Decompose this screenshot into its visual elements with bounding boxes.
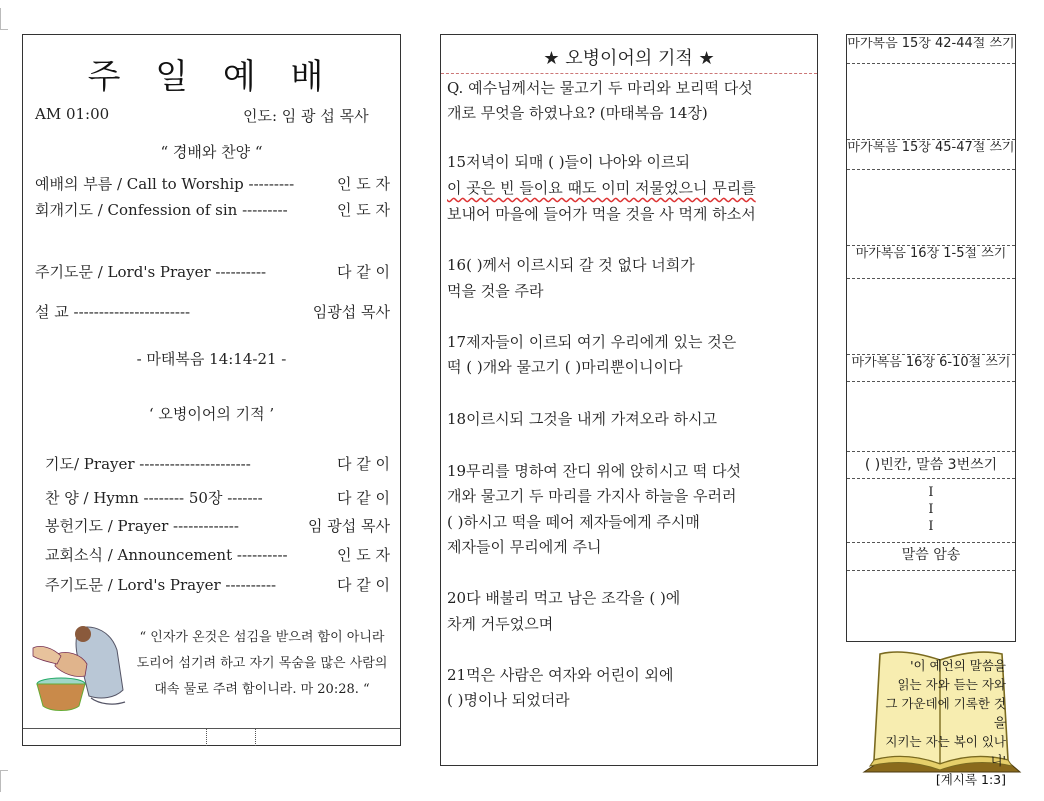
verse-line: 읽는 자와 듣는 자와	[897, 677, 1006, 692]
verse-text	[884, 656, 1006, 789]
worksheet-line: 차게 거두었으며	[447, 615, 554, 633]
scripture-reference: - 마태복음 14:14-21 -	[136, 350, 287, 368]
order-item-label: 주기도문 / Lord's Prayer ----------	[35, 263, 267, 281]
verse-line: 그 가운데에 기록한 것을	[885, 696, 1006, 730]
verse-line: 지키는 자는 복이 있나니'	[885, 734, 1006, 768]
order-item	[45, 544, 390, 565]
bible-verse-illustration	[856, 648, 1024, 787]
practice-mark: I	[928, 485, 934, 500]
order-item	[45, 487, 390, 508]
worksheet-line: ( )하시고 떡을 떼어 제자들에게 주시매	[447, 513, 700, 531]
service-info-row	[35, 105, 390, 123]
order-item-leader: 임광섭 목사	[312, 303, 390, 321]
worksheet-line: Q. 예수님께서는 물고기 두 마리와 보리떡 다섯	[447, 79, 753, 97]
order-item-label: 교회소식 / Announcement ----------	[45, 546, 288, 564]
order-item-label: 기도/ Prayer ----------------------	[45, 455, 251, 473]
order-item-leader: 다 같 이	[336, 489, 390, 507]
worksheet-line: 19무리를 명하여 잔디 위에 앉히시고 떡 다섯	[447, 462, 742, 480]
order-item-label: 봉헌기도 / Prayer -------------	[45, 517, 239, 535]
order-item-leader: 다 같 이	[336, 576, 390, 594]
worksheet-line: 제자들이 무리에게 주니	[447, 538, 602, 556]
order-item	[35, 199, 390, 220]
writing-task-header: 마가복음 16장 1-5절 쓰기	[855, 247, 1007, 261]
worship-order-panel	[22, 34, 401, 746]
writing-practice-panel	[846, 34, 1016, 642]
verse-reference: [계시록 1:3]	[935, 772, 1006, 787]
crop-mark-bottom-left	[0, 770, 8, 792]
writing-box[interactable]	[847, 381, 1015, 451]
order-item-label: 찬 양 / Hymn -------- 50장 -------	[45, 489, 263, 507]
worksheet-line: 보내어 마을에 들어가 먹을 것을 사 먹게 하소서	[447, 205, 756, 223]
order-item-label: 예배의 부름 / Call to Worship ---------	[35, 175, 295, 193]
order-item	[45, 515, 390, 536]
worksheet-line: 21먹은 사람은 여자와 어린이 외에	[447, 666, 674, 684]
cell-divider	[847, 354, 1015, 355]
footer-divider	[23, 728, 400, 729]
quote-line: 도리어 섬기려 하고 자기 목숨을 많은 사람의	[136, 656, 388, 671]
worksheet-line: ( )명이나 되었더라	[447, 691, 570, 709]
practice-mark: I	[928, 519, 934, 534]
order-item-leader: 다 같 이	[336, 263, 390, 281]
section-heading: “ 경배와 찬양 “	[160, 143, 263, 161]
cell-divider	[847, 245, 1015, 246]
order-item	[35, 261, 390, 282]
order-item-leader: 다 같 이	[336, 455, 390, 473]
worksheet-line: 떡 ( )개와 물고기 ( )마리뿐이니이다	[447, 358, 683, 376]
worksheet-line: 개와 물고기 두 마리를 가지사 하늘을 우러러	[447, 487, 737, 505]
memorize-header: 말씀 암송	[901, 547, 961, 563]
worksheet-title: ★ 오병이어의 기적 ★	[543, 48, 715, 69]
writing-box[interactable]	[847, 278, 1015, 354]
order-item-label: 주기도문 / Lord's Prayer ----------	[45, 576, 277, 594]
order-item-leader: 인 도 자	[336, 201, 390, 219]
bible-quote	[131, 625, 393, 703]
cell-divider	[847, 139, 1015, 140]
foot-washing-illustration	[27, 620, 129, 714]
order-item-leader: 임 광섭 목사	[308, 517, 390, 535]
order-item-label: 설 교 -----------------------	[35, 303, 191, 321]
title-divider	[441, 73, 817, 74]
writing-box[interactable]	[847, 169, 1015, 245]
quote-line: “ 인자가 온것은 섬김을 받으려 함이 아니라	[139, 630, 385, 645]
quote-line: 대속 물로 주려 함이니라. 마 20:28. “	[154, 682, 370, 697]
practice-mark: I	[928, 502, 934, 517]
sermon-title: ‘ 오병이어의 기적 ’	[148, 405, 275, 423]
footer-tick	[255, 728, 256, 746]
worksheet-line: 15저녁이 되매 ( )들이 나아와 이르되	[447, 153, 691, 171]
writing-task-header: 마가복음 15장 42-44절 쓰기	[847, 37, 1015, 51]
service-leader: 인도: 임 광 섭 목사	[243, 107, 369, 125]
order-item-leader: 인 도 자	[336, 546, 390, 564]
worksheet-panel	[440, 34, 818, 766]
order-item	[45, 574, 390, 595]
worksheet-line: 먹을 것을 주라	[447, 282, 544, 300]
writing-task-header: 마가복음 15장 45-47절 쓰기	[847, 141, 1015, 155]
order-item-leader: 인 도 자	[336, 175, 390, 193]
writing-task-header: 마가복음 16장 6-10절 쓰기	[851, 356, 1011, 370]
verse-line: '이 예언의 말씀을	[910, 658, 1006, 673]
writing-task-header: ( )빈칸, 말씀 3번쓰기	[864, 457, 998, 473]
writing-box[interactable]	[847, 570, 1015, 642]
cell-divider	[847, 451, 1015, 452]
order-item-label: 회개기도 / Confession of sin ---------	[35, 201, 288, 219]
order-item	[35, 301, 390, 322]
worksheet-line: 17제자들이 이르되 여기 우리에게 있는 것은	[447, 333, 737, 351]
worksheet-line: 20다 배불리 먹고 남은 조각을 ( )에	[447, 589, 681, 607]
footer-tick	[206, 728, 207, 746]
cell-divider	[847, 542, 1015, 543]
writing-box[interactable]	[847, 63, 1015, 139]
order-item	[45, 453, 390, 474]
worksheet-line: 이 곳은 빈 들이요 때도 이미 저물었으니 무리를	[447, 179, 756, 197]
service-time: AM 01:00	[35, 105, 110, 123]
worksheet-line: 18이르시되 그것을 내게 가져오라 하시고	[447, 410, 718, 428]
service-title: 주 일 예 배	[87, 57, 336, 97]
order-item	[35, 173, 390, 194]
crop-mark-top-left	[0, 8, 8, 30]
worksheet-line: 16( )께서 이르시되 갈 것 없다 너희가	[447, 256, 695, 274]
worksheet-line: 개로 무엇을 하였나요? (마태복음 14장)	[447, 104, 708, 122]
